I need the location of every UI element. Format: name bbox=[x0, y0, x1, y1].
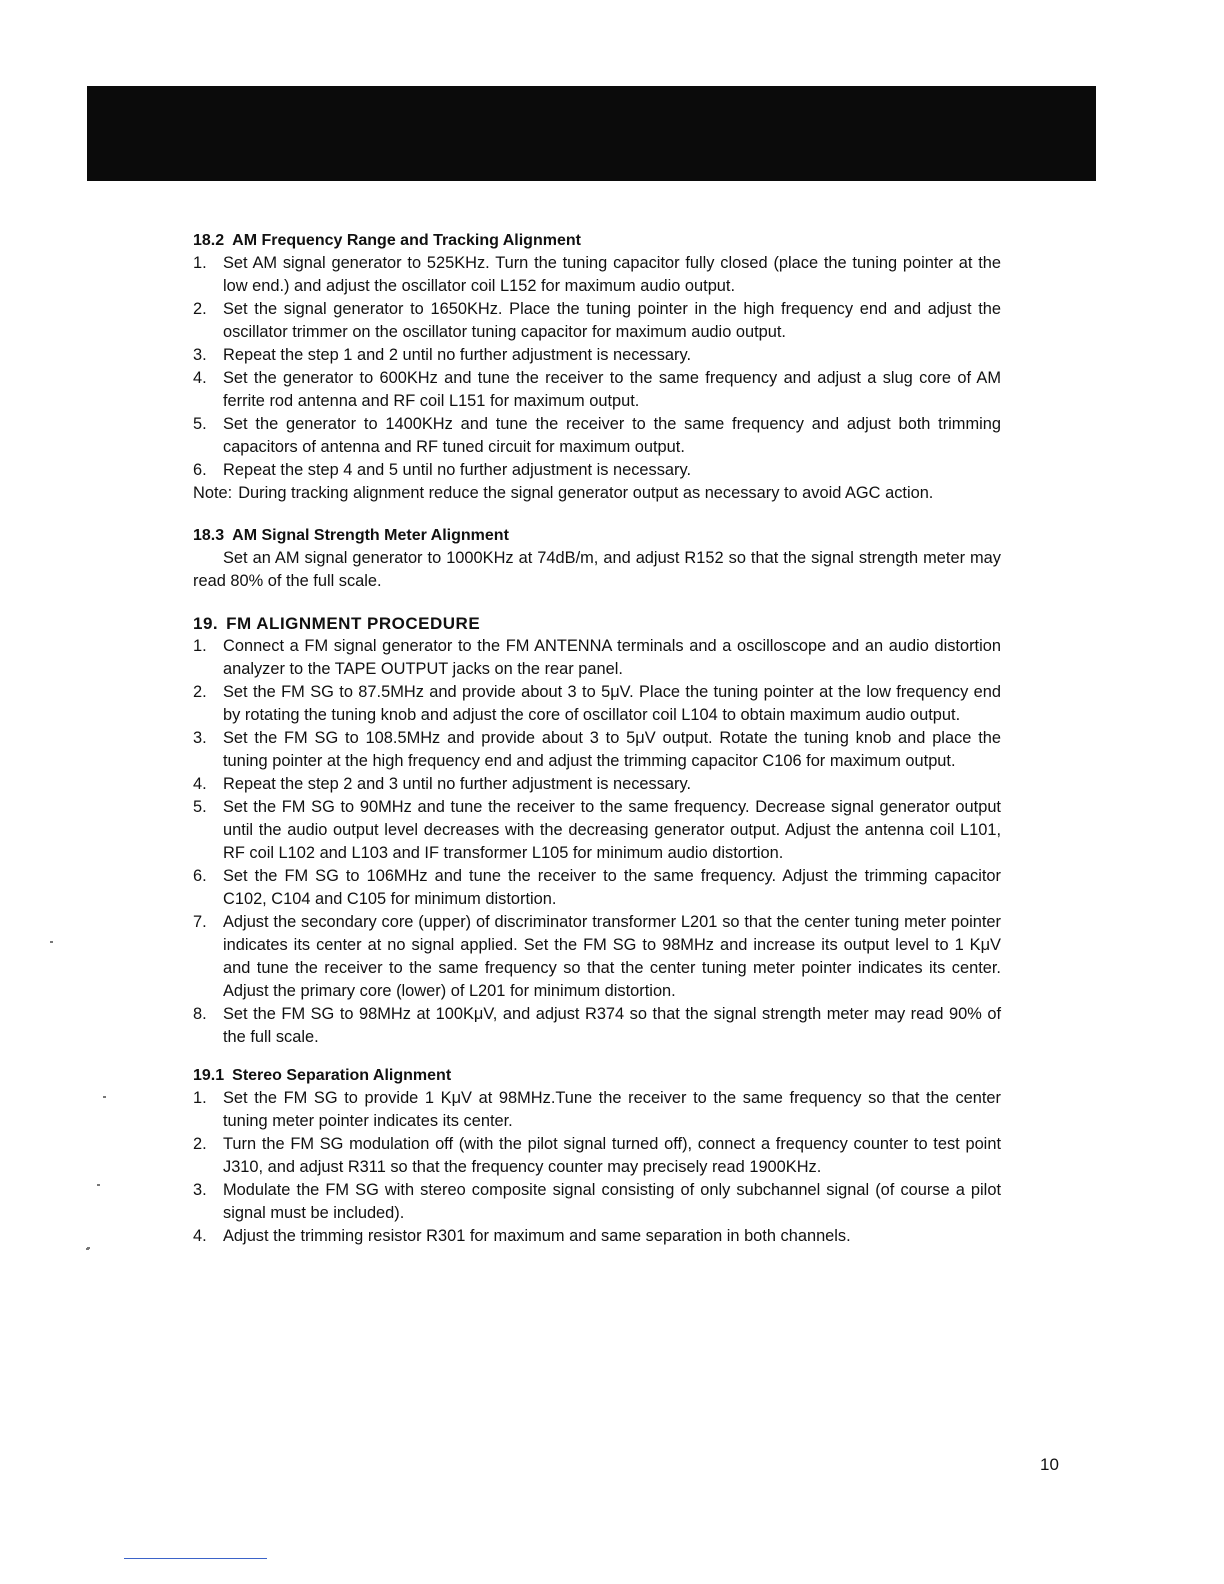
item-number: 5. bbox=[193, 798, 207, 816]
list-item bbox=[193, 1179, 1001, 1225]
item-text: Adjust the secondary core (upper) of discriminator transformer L201 so that the center tuning meter pointer indicates its center at no signal applied. Set the FM SG to 98MHz and increase its output level to 1 KμV and tune the receiver to the same frequency so that the center tuning meter pointer indicates its center. Adjust the primary core (lower) of L201 for minimum distortion. bbox=[223, 913, 1001, 1000]
item-number: 1. bbox=[193, 254, 207, 272]
item-number: 6. bbox=[193, 461, 207, 479]
list-item bbox=[193, 252, 1001, 298]
item-number: 2. bbox=[193, 300, 207, 318]
item-text: Set the generator to 1400KHz and tune the receiver to the same frequency and adjust both trimming capacitors of antenna and RF tuned circuit for maximum output. bbox=[223, 415, 1001, 456]
note-text: During tracking alignment reduce the signal generator output as necessary to avoid AGC action. bbox=[238, 484, 934, 502]
item-number: 5. bbox=[193, 415, 207, 433]
section-number: 18.2 bbox=[193, 232, 225, 249]
scan-speck bbox=[97, 1184, 100, 1186]
list-item bbox=[193, 1133, 1001, 1179]
item-text: Set AM signal generator to 525KHz. Turn the tuning capacitor fully closed (place the tuning pointer at the low end.) and adjust the oscillator coil L152 for maximum audio output. bbox=[223, 254, 1001, 295]
list-item bbox=[193, 773, 1001, 796]
item-number: 3. bbox=[193, 729, 207, 747]
section-title: AM Frequency Range and Tracking Alignment bbox=[232, 232, 581, 249]
list-item bbox=[193, 1087, 1001, 1133]
list-item bbox=[193, 1003, 1001, 1049]
scan-speck bbox=[86, 1248, 89, 1250]
list-item bbox=[193, 796, 1001, 865]
item-number: 2. bbox=[193, 683, 207, 701]
item-number: 1. bbox=[193, 1089, 207, 1107]
section-title: Stereo Separation Alignment bbox=[232, 1067, 452, 1084]
note-label: Note: bbox=[193, 484, 233, 502]
item-text: Connect a FM signal generator to the FM ANTENNA terminals and a oscilloscope and an audio distortion analyzer to the TAPE OUTPUT jacks on the rear panel. bbox=[223, 637, 1001, 678]
section-number: 19. bbox=[193, 614, 219, 633]
item-number: 4. bbox=[193, 1227, 207, 1245]
section-paragraph: Set an AM signal generator to 1000KHz at 74dB/m, and adjust R152 so that the signal strength meter may read 80% of the full scale. bbox=[193, 549, 1001, 590]
item-text: Set the FM SG to 98MHz at 100KμV, and adjust R374 so that the signal strength meter may read 90% of the full scale. bbox=[223, 1005, 1001, 1046]
note bbox=[193, 482, 1001, 505]
section-heading bbox=[193, 229, 1001, 252]
list-item bbox=[193, 298, 1001, 344]
item-number: 7. bbox=[193, 913, 207, 931]
list-item bbox=[193, 367, 1001, 413]
item-number: 4. bbox=[193, 369, 207, 387]
item-text: Set the FM SG to 108.5MHz and provide about 3 to 5μV output. Rotate the tuning knob and place the tuning pointer at the high frequency end and adjust the trimming capacitor C106 for maximum output. bbox=[223, 729, 1001, 770]
item-text: Set the FM SG to provide 1 KμV at 98MHz.Tune the receiver to the same frequency so that the center tuning meter pointer indicates its center. bbox=[223, 1089, 1001, 1130]
item-text: Set the FM SG to 87.5MHz and provide about 3 to 5μV. Place the tuning pointer at the low frequency end by rotating the tuning knob and adjust the core of oscillator coil L104 to obtain maximum audio output. bbox=[223, 683, 1001, 724]
item-text: Set the FM SG to 90MHz and tune the receiver to the same frequency. Decrease signal generator output until the audio output level decreases with the decreasing generator output. Adjust the antenna coil L101, RF coil L102 and L103 and IF transformer L105 for minimum audio distortion. bbox=[223, 798, 1001, 862]
item-number: 2. bbox=[193, 1135, 207, 1153]
section-heading bbox=[193, 524, 1001, 547]
item-number: 3. bbox=[193, 346, 207, 364]
scan-speck bbox=[103, 1096, 106, 1098]
item-text: Set the FM SG to 106MHz and tune the receiver to the same frequency. Adjust the trimming capacitor C102, C104 and C105 for minimum distortion. bbox=[223, 867, 1001, 908]
item-number: 6. bbox=[193, 867, 207, 885]
section-title: FM ALIGNMENT PROCEDURE bbox=[226, 614, 481, 633]
list-item bbox=[193, 727, 1001, 773]
item-text: Repeat the step 2 and 3 until no further adjustment is necessary. bbox=[223, 775, 692, 793]
item-text: Repeat the step 1 and 2 until no further adjustment is necessary. bbox=[223, 346, 692, 364]
list-item bbox=[193, 1225, 1001, 1248]
section-number: 18.3 bbox=[193, 527, 225, 544]
scan-speck bbox=[50, 941, 53, 943]
section-number: 19.1 bbox=[193, 1067, 225, 1084]
page-number: 10 bbox=[1040, 1455, 1059, 1474]
footer-line bbox=[124, 1558, 267, 1559]
item-number: 1. bbox=[193, 637, 207, 655]
list-item bbox=[193, 413, 1001, 459]
item-number: 8. bbox=[193, 1005, 207, 1023]
section-title: AM Signal Strength Meter Alignment bbox=[232, 527, 509, 544]
list-item bbox=[193, 635, 1001, 681]
item-text: Set the generator to 600KHz and tune the receiver to the same frequency and adjust a slug core of AM ferrite rod antenna and RF coil L151 for maximum output. bbox=[223, 369, 1001, 410]
list-item bbox=[193, 344, 1001, 367]
chapter-heading bbox=[193, 612, 1001, 635]
item-text: Turn the FM SG modulation off (with the pilot signal turned off), connect a frequency counter to test point J310, and adjust R311 so that the frequency counter may precisely read 1900KHz. bbox=[223, 1135, 1001, 1176]
item-text: Adjust the trimming resistor R301 for maximum and same separation in both channels. bbox=[223, 1227, 851, 1245]
item-number: 3. bbox=[193, 1181, 207, 1199]
header-bar bbox=[87, 86, 1096, 181]
item-text: Set the signal generator to 1650KHz. Place the tuning pointer in the high frequency end and adjust the oscillator trimmer on the oscillator tuning capacitor for maximum audio output. bbox=[223, 300, 1001, 341]
section-heading bbox=[193, 1064, 1001, 1087]
list-item bbox=[193, 911, 1001, 1003]
page-content bbox=[193, 229, 1001, 1248]
item-text: Repeat the step 4 and 5 until no further adjustment is necessary. bbox=[223, 461, 692, 479]
list-item bbox=[193, 865, 1001, 911]
list-item bbox=[193, 459, 1001, 482]
item-number: 4. bbox=[193, 775, 207, 793]
list-item bbox=[193, 681, 1001, 727]
item-text: Modulate the FM SG with stereo composite signal consisting of only subchannel signal (of course a pilot signal must be included). bbox=[223, 1181, 1001, 1222]
